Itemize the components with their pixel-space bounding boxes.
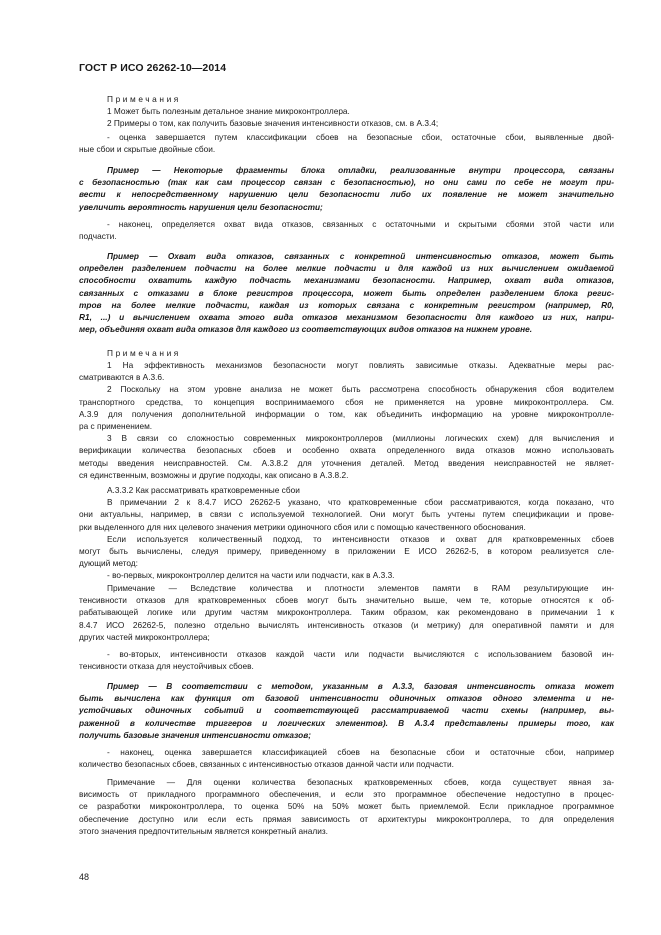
note-safe-transient: Примечание — Для оценки количества безопасных кратковременных сбоев, когда существует явная за- висимость от прикладного программного обеспечения, и если это программное обеспечение недоступно в процес- се разработки микроконтроллера, то оценка 50% на 50% может быть приемлемой. Если прикладное программное обеспечение доступно или если есть прямая зависимость от архитектуры микроконтроллера, то для определения этого значения предпочтительным является конкретный анализ. bbox=[79, 777, 614, 836]
paragraph-final-step: - наконец, оценка завершается классификацией сбоев на безопасные сбои и остаточные сбои, например количество безопасных сбоев, связанных с интенсивностью отказов данной части или подчасти. bbox=[79, 747, 614, 770]
paragraph-second-step: - во-вторых, интенсивности отказов каждой части или подчасти вычисляются с использованием базовой ин- тенсивности отказа для неустойчивых сбоев. bbox=[79, 649, 614, 672]
notes-list-2: 1 На эффективность механизмов безопасности могут повлиять зависимые отказы. Адекватные меры рас- сматриваются в А.3.6. 2 Поскольку на этом уровне анализа не может быть рассмотрена способность обнаружения сбоя водителем транспортного средства, то концепция воспринимаемого сбоя не применяется на уровне микроконтроллера. См. А.3.9 для получения дополнительной информации о том, как объединить информацию на уровне микроконтролле- ра с применением. 3 В связи со сложностью современных микроконтроллеров (миллионы логических схем) для вычисления и верификации количества безопасных сбоев и особенно охвата определенного вида отказов можно использовать методы введения неисправностей. См. А.3.8.2 для уточнения деталей. Метод введения неисправностей не являет- ся единственным, возможны и другие подходы, как описано в А.3.8.2. bbox=[79, 360, 614, 480]
page-number: 48 bbox=[79, 872, 90, 882]
paragraph-assessment: - оценка завершается путем классификации сбоев на безопасные сбои, остаточные сбои, выявленные двой- ные сбои и скрытые двойные сбои. bbox=[79, 132, 614, 155]
section-a332: А.3.3.2 Как рассматривать кратковременные сбои В примечании 2 к 8.4.7 ИСО 26262-5 указано, что кратковременные сбои рассматриваются, когда показано, что они актуальны, например, в связи с используемой технологией. Они могут быть учтены путем спецификации и прове- рки выделенного для них целевого значения метрики одиночного сбоя или с помощью качественного обоснования. Если используется количественный подход, то интенсивности отказов и охват для кратковременных сбоев могут быть вычислены, следуя примеру, приведенному в приложении Е ИСО 26262-5, в котором реализуется сле- дующий метод: - во-первых, микроконтроллер делится на части или подчасти, как в А.3.3. bbox=[79, 485, 614, 581]
notes-heading-2: Примечания bbox=[107, 348, 181, 358]
notes-heading-1: Примечания bbox=[107, 94, 181, 104]
note-ram: Примечание — Вследствие количества и плотности элементов памяти в RAM результирующие ин- тенсивности отказов для кратковременных сбоев могут быть значительно выше, чем те, которые относятся к об- рабатывающей логике или другим частям микроконтроллера. Таким образом, как рекомендовано в примечании 1 к 8.4.7 ИСО 26262-5, полезно отдельно вычислять интенсивность отказов (и метрику) для оперативной памяти и для других частей микроконтроллера; bbox=[79, 583, 614, 642]
notes-list-1: 1 Может быть полезным детальное знание микроконтроллера. 2 Примеры о том, как получить базовые значения интенсивности отказов, см. в А.3.4; bbox=[107, 106, 439, 129]
section-title: А.3.3.2 Как рассматривать кратковременные сбои bbox=[107, 485, 300, 495]
paragraph-coverage: - наконец, определяется охват вида отказов, связанных с остаточными и скрытыми сбоями этой части или подчасти. bbox=[79, 219, 614, 242]
document-header: ГОСТ Р ИСО 26262-10—2014 bbox=[79, 62, 227, 74]
example-debug-block: Пример — Некоторые фрагменты блока отладки, реализованные внутри процессора, связаны с безопасностью (так как сам процессор связан с безопасностью), но они сами по себе не могут при- вести к непосредственному нарушению цели безопасности либо их появление не может значительно увеличить вероятность нарушения цели безопасности; bbox=[79, 165, 614, 212]
example-failure-mode-coverage: Пример — Охват вида отказов, связанных с конкретной интенсивностью отказов, может быть определен разделением подчасти на более мелкие подчасти и для каждой из них вычислением ожидаемой способности охватить каждую подчасть механизмами безопасности. Например, охват вида отказов, связанных с отказами в блоке регистров процессора, может быть определен разделением блока регис- тров на более мелкие подчасти, каждая из которых связана с конкретным регистром (например, R0, R1, ...) и вычислением охвата этого вида отказов механизмом безопасности для каждого из них, напри- мер, объединяя охват вида отказов для каждого из соответствующих видов отказов на нижнем уровне. bbox=[79, 251, 614, 335]
example-base-failure-rate: Пример — В соответствии с методом, указанным в А.3.3, базовая интенсивность отказа может быть вычислена как функция от базовой интенсивности одиночных отказов одного элемента и не- устойчивых одиночных событий и соответствующей рассматриваемой части схемы (например, вы- раженной в количестве триггеров и логических элементов). В А.3.4 представлены примеры того, как получить базовые значения интенсивности отказов; bbox=[79, 681, 614, 740]
